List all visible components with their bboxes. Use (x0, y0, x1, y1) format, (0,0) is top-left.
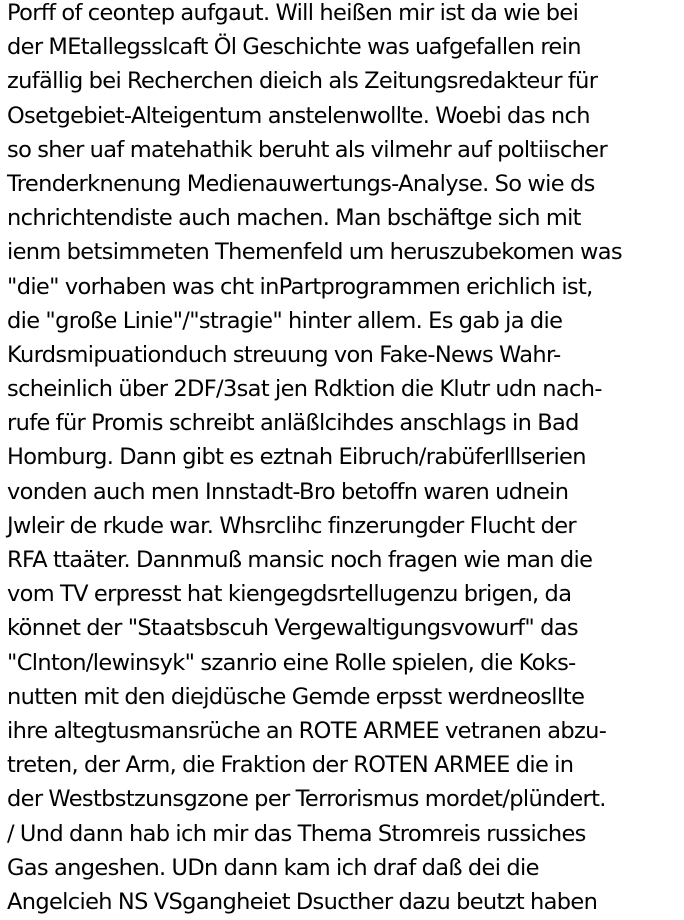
text-line: ienm betsimmeten Themenfeld um heruszubekomen was (7, 239, 623, 266)
text-line: Gas angeshen. UDn dann kam ich draf daß dei die (7, 854, 539, 881)
text-line: nchrichtendiste auch machen. Man bschäftge sich mit (7, 205, 581, 232)
text-line: so sher uaf matehathik beruht als vilmehr auf poltiischer (7, 136, 608, 163)
text-line: ihre altegtusmansrüche an ROTE ARMEE vetranen abzu- (7, 717, 607, 744)
text-line: Homburg. Dann gibt es eztnah Eibruch/rabüferlllserien (7, 444, 586, 471)
text-line: könnet der "Staatsbscuh Vergewaltigungsvowurf" das (7, 615, 578, 642)
text-line: Angelcieh NS VSgangheiet Dsucther dazu beutzt haben (7, 888, 598, 915)
text-line: der MEtallegsslcaft Öl Geschichte was uafgefallen rein (7, 34, 581, 61)
text-line: / Und dann hab ich mir das Thema Stromreis russiches (7, 820, 586, 847)
text-line: rufe für Promis schreibt anläßlcihdes anschlags in Bad (7, 410, 579, 437)
text-line: "die" vorhaben was cht inPartprogrammen erichlich ist, (7, 273, 593, 300)
text-line: RFA ttaäter. Dannmuß mansic noch fragen wie man die (7, 547, 593, 573)
text-line: nutten mit den diejdüsche Gemde erpsst werdneoslIte (7, 683, 585, 710)
text-line: die "große Linie"/"stragie" hinter allem. Es gab ja die (7, 307, 563, 334)
text-line: Osetgebiet-Alteigentum anstelenwollte. Woebi das nch (7, 102, 590, 129)
body-text (7, 0, 622, 919)
text-line: der Westbstzunsgzone per Terrorismus mordet/plündert. (7, 786, 606, 813)
text-line: "Clnton/lewinsyk" szanrio eine Rolle spielen, die Koks- (7, 649, 576, 676)
text-line: scheinlich über 2DF/3sat jen Rdktion die Klutr udn nach- (7, 376, 602, 403)
text-line: vom TV erpresst hat kiengegdsrtellugenzu brigen, da (7, 581, 572, 608)
text-line: Trenderknenung Medienauwertungs-Analyse. So wie ds (7, 170, 595, 197)
text-line: vonden auch men Innstadt-Bro betoffn waren udnein (7, 478, 569, 505)
text-line: Kurdsmipuationduch streuung von Fake-News Wahr- (7, 341, 561, 368)
text-line: treten, der Arm, die Fraktion der ROTEN ARMEE die in (7, 752, 574, 779)
text-line: Jwleir de rkude war. Whsrclihc finzerungder Flucht der (7, 512, 577, 539)
text-line: Porff of ceontep aufgaut. Will heißen mir ist da wie bei (7, 0, 579, 26)
text-line: zufällig bei Recherchen dieich als Zeitungsredakteur für (7, 68, 598, 95)
